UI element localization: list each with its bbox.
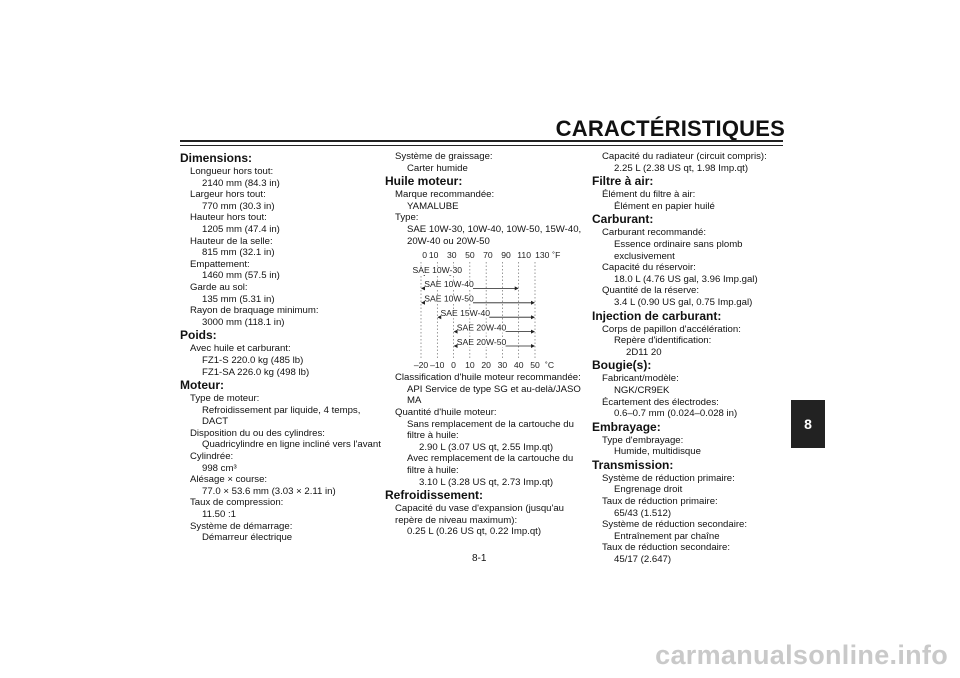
spec-label: Système de graissage: — [395, 151, 493, 162]
spec-label: Système de démarrage: — [190, 520, 293, 532]
column-1 — [180, 151, 385, 544]
spec-label: Avec huile et carburant: — [190, 343, 291, 355]
spec-value: Élément en papier huilé — [614, 200, 715, 212]
range-arrow-right — [531, 315, 535, 319]
spec-value: 77.0 × 53.6 mm (3.03 × 2.11 in) — [202, 485, 336, 497]
spec-value: 815 mm (32.1 in) — [202, 247, 275, 259]
tick-label-f: 130 — [535, 250, 550, 261]
spec-label: Type d'embrayage: — [602, 434, 684, 446]
header-rule — [180, 140, 783, 142]
spec-value: Essence ordinaire sans plomb — [614, 238, 743, 250]
header-rule-thin — [180, 145, 783, 146]
spec-label: Disposition du ou des cylindres: — [190, 427, 325, 439]
spec-value: DACT — [202, 416, 229, 428]
spec-value: 2.90 L (3.07 US qt, 2.55 Imp.qt) — [419, 441, 554, 453]
tick-label-f: 110 — [517, 250, 531, 261]
section-heading: Injection de carburant: — [592, 308, 722, 323]
spec-label: Alésage × course: — [190, 474, 268, 486]
range-arrow-right — [531, 344, 535, 348]
tick-label-c: 10 — [465, 360, 475, 371]
range-label: SAE 10W-30 — [412, 264, 463, 275]
spec-label: Capacité du réservoir: — [602, 262, 696, 274]
spec-value: 770 mm (30.3 in) — [202, 200, 275, 212]
oil-viscosity-chart — [385, 247, 590, 372]
spec-value: Sans remplacement de la cartouche du — [407, 418, 574, 430]
range-arrow-right — [531, 330, 535, 334]
spec-label: Largeur hors tout: — [190, 189, 266, 201]
range-label: SAE 20W-40 — [456, 322, 507, 333]
spec-label: Capacité du radiateur (circuit compris): — [602, 151, 767, 162]
spec-label: Repère d'identification: — [614, 335, 712, 347]
tick-label-c: 30 — [497, 360, 508, 371]
spec-value: Entraînement par chaîne — [614, 530, 720, 542]
range-label: SAE 10W-40 — [424, 279, 474, 290]
spec-label: Garde au sol: — [190, 281, 248, 293]
tick-label-c: –20 — [413, 360, 429, 371]
spec-label: Écartement des électrodes: — [602, 396, 719, 408]
tick-label-f: 90 — [501, 250, 511, 261]
spec-label: Rayon de braquage minimum: — [190, 305, 319, 317]
spec-label: Taux de réduction secondaire: — [602, 542, 730, 554]
unit-label-f: ˚F — [552, 250, 561, 261]
spec-label: Hauteur de la selle: — [190, 235, 273, 247]
spec-label: Cylindrée: — [190, 451, 234, 463]
spec-value: 2D11 20 — [626, 346, 662, 358]
tick-label-f: 70 — [483, 250, 493, 261]
spec-value: 135 mm (5.31 in) — [202, 293, 275, 305]
range-label: SAE 15W-40 — [440, 308, 491, 319]
tick-label-c: 0 — [451, 360, 456, 371]
spec-value: exclusivement — [614, 250, 675, 262]
spec-value: 0.25 L (0.26 US qt, 0.22 Imp.qt) — [407, 526, 542, 538]
section-heading: Bougie(s): — [592, 358, 652, 373]
spec-value: 3000 mm (118.1 in) — [202, 316, 285, 328]
spec-value: 18.0 L (4.76 US gal, 3.96 Imp.gal) — [614, 273, 758, 285]
spec-value: 20W-40 ou 20W-50 — [407, 235, 490, 247]
range-arrow-right — [531, 301, 535, 305]
spec-label: Système de réduction secondaire: — [602, 519, 748, 531]
tick-label-f: 0 — [422, 250, 428, 261]
tick-label-c: –10 — [430, 360, 445, 371]
range-label: SAE 10W-50 — [424, 293, 474, 304]
spec-value: filtre à huile: — [407, 430, 459, 442]
spec-value: 1205 mm (47.4 in) — [202, 223, 280, 235]
column-2 — [385, 151, 590, 538]
tick-label-c: 40 — [513, 360, 524, 371]
spec-value: filtre à huile: — [407, 464, 459, 476]
spec-value: FZ1-S 220.0 kg (485 lb) — [202, 354, 304, 366]
spec-label: Taux de réduction primaire: — [602, 496, 718, 508]
watermark: carmanualsonline.info — [655, 640, 948, 670]
tick-label-f: 10 — [428, 250, 439, 261]
spec-label: Empattement: — [190, 258, 250, 270]
spec-value: Engrenage droit — [614, 484, 683, 496]
spec-label: Système de réduction primaire: — [602, 472, 735, 484]
spec-label: Quantité d'huile moteur: — [395, 406, 497, 418]
spec-label: Capacité du vase d'expansion (jusqu'au — [395, 503, 565, 515]
tick-label-c: 50 — [530, 360, 540, 371]
spec-value: FZ1-SA 226.0 kg (498 lb) — [202, 366, 310, 378]
spec-label: Classification d'huile moteur recommandée: — [395, 372, 581, 384]
section-heading: Poids: — [180, 328, 217, 343]
section-heading: Transmission: — [592, 457, 674, 472]
page-number: 8-1 — [472, 553, 487, 564]
spec-value: API Service de type SG et au-delà/JASO — [407, 383, 581, 395]
chapter-tab[interactable]: 8 — [791, 400, 825, 448]
spec-label: repère de niveau maximum): — [395, 514, 518, 526]
spec-label: Marque recommandée: — [395, 189, 495, 201]
section-heading: Carburant: — [592, 212, 654, 227]
section-heading: Embrayage: — [592, 419, 661, 434]
spec-label: Élément du filtre à air: — [602, 189, 696, 201]
tick-label-c: 20 — [481, 360, 491, 371]
section-heading: Refroidissement: — [385, 488, 484, 503]
spec-label: Fabricant/modèle: — [602, 373, 679, 385]
spec-value: 45/17 (2.647) — [614, 554, 672, 566]
spec-label: Quantité de la réserve: — [602, 285, 700, 297]
tick-label-f: 50 — [465, 250, 475, 261]
spec-label: Type de moteur: — [190, 393, 260, 405]
spec-value: 65/43 (1.512) — [614, 507, 672, 519]
spec-value: 3.4 L (0.90 US gal, 0.75 Imp.gal) — [614, 296, 753, 308]
spec-value: Carter humide — [407, 162, 468, 174]
section-heading: Dimensions: — [180, 151, 253, 165]
section-heading: Filtre à air: — [592, 174, 654, 189]
spec-value: 2.25 L (2.38 US qt, 1.98 Imp.qt) — [614, 162, 749, 174]
spec-value: Quadricylindre en ligne incliné vers l'avant — [202, 439, 381, 451]
spec-value: MA — [407, 395, 422, 407]
spec-value: Humide, multidisque — [614, 446, 701, 458]
spec-value: 1460 mm (57.5 in) — [202, 270, 280, 282]
spec-value: YAMALUBE — [407, 200, 459, 212]
spec-value: NGK/CR9EK — [614, 384, 670, 396]
range-label: SAE 20W-50 — [456, 336, 507, 347]
spec-value: 3.10 L (3.28 US qt, 2.73 Imp.qt) — [419, 476, 554, 488]
spec-label: Taux de compression: — [190, 497, 284, 509]
spec-label: Carburant recommandé: — [602, 227, 706, 239]
spec-value: Démarreur électrique — [202, 532, 293, 544]
spec-label: Hauteur hors tout: — [190, 212, 267, 224]
spec-value: 2140 mm (84.3 in) — [202, 177, 280, 189]
page-title: CARACTÉRISTIQUES — [555, 116, 785, 141]
spec-value: 11.50 :1 — [202, 509, 236, 521]
spec-value: 0.6–0.7 mm (0.024–0.028 in) — [614, 408, 738, 420]
section-heading: Moteur: — [180, 378, 224, 393]
spec-value: SAE 10W-30, 10W-40, 10W-50, 15W-40, — [407, 223, 582, 235]
section-heading: Huile moteur: — [385, 174, 463, 189]
spec-value: 998 cm³ — [202, 462, 237, 474]
tick-label-f: 30 — [446, 250, 457, 261]
range-arrow-right — [515, 287, 519, 291]
unit-label-c: ˚C — [545, 360, 555, 371]
spec-label: Corps de papillon d'accélération: — [602, 323, 741, 335]
spec-label: Longueur hors tout: — [190, 166, 274, 177]
column-3 — [592, 151, 782, 566]
spec-value: Refroidissement par liquide, 4 temps, — [202, 404, 361, 416]
spec-label: Type: — [395, 212, 419, 224]
spec-value: Avec remplacement de la cartouche du — [407, 453, 574, 465]
